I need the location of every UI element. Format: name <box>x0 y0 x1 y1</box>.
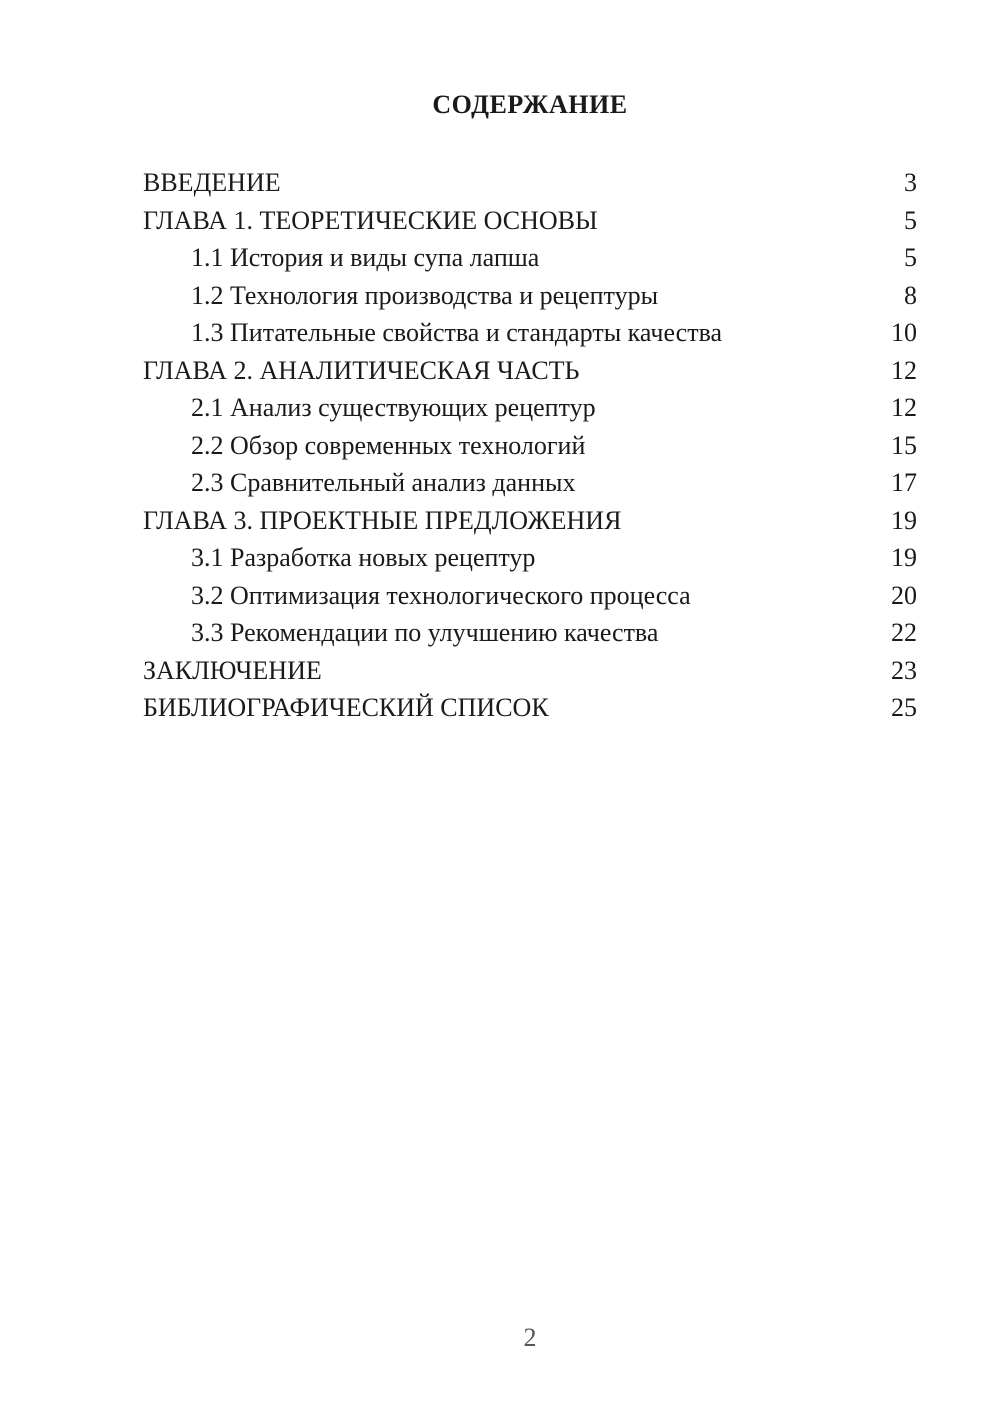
toc-entry <box>143 389 917 427</box>
toc-entry-page-number: 3 <box>904 168 917 197</box>
table-of-contents <box>143 164 917 727</box>
toc-entry-label: ГЛАВА 1. ТЕОРЕТИЧЕСКИЕ ОСНОВЫ <box>143 205 598 235</box>
toc-entry-label: 3.3 Рекомендации по улучшению качества <box>191 618 659 647</box>
toc-entry-label: БИБЛИОГРАФИЧЕСКИЙ СПИСОК <box>143 693 549 722</box>
toc-entry <box>143 164 917 202</box>
toc-entry-page-number: 19 <box>891 543 917 572</box>
toc-entry-page-number: 25 <box>891 693 917 722</box>
toc-entry-page-number: 10 <box>891 318 917 347</box>
toc-entry <box>143 202 917 240</box>
toc-entry-label: 3.1 Разработка новых рецептур <box>191 543 536 572</box>
toc-entry-page-number: 20 <box>891 580 917 610</box>
toc-entry-page-number: 19 <box>891 505 917 535</box>
toc-entry <box>143 539 917 577</box>
toc-entry-page-number: 5 <box>904 205 917 235</box>
toc-entry-page-number: 12 <box>891 393 917 422</box>
toc-entry <box>143 652 917 690</box>
toc-entry-page-number: 5 <box>904 243 917 272</box>
toc-entry <box>143 352 917 390</box>
footer-page-number: 2 <box>523 1323 537 1352</box>
toc-entry <box>143 502 917 540</box>
toc-entry <box>143 239 917 277</box>
toc-entry-label: ГЛАВА 3. ПРОЕКТНЫЕ ПРЕДЛОЖЕНИЯ <box>143 505 622 535</box>
toc-entry-page-number: 23 <box>891 655 917 685</box>
page-title: СОДЕРЖАНИЕ <box>432 90 628 119</box>
toc-entry <box>143 314 917 352</box>
toc-entry-label: 1.1 История и виды супа лапша <box>191 243 540 272</box>
toc-entry-label: 1.3 Питательные свойства и стандарты качества <box>191 318 723 347</box>
toc-entry-label: ВВЕДЕНИЕ <box>143 168 281 197</box>
toc-entry-page-number: 15 <box>891 430 917 460</box>
toc-entry <box>143 277 917 315</box>
toc-entry <box>143 427 917 465</box>
toc-entry <box>143 689 917 727</box>
toc-entry-label: 2.3 Сравнительный анализ данных <box>191 468 576 497</box>
toc-entry <box>143 614 917 652</box>
toc-entry-page-number: 22 <box>891 618 917 647</box>
toc-entry-label: 1.2 Технология производства и рецептуры <box>191 280 659 310</box>
toc-entry-label: ГЛАВА 2. АНАЛИТИЧЕСКАЯ ЧАСТЬ <box>143 355 580 385</box>
toc-entry-label: 2.1 Анализ существующих рецептур <box>191 393 596 422</box>
toc-entry <box>143 464 917 502</box>
toc-entry-page-number: 12 <box>891 355 917 385</box>
toc-entry-label: 3.2 Оптимизация технологического процесса <box>191 580 691 610</box>
toc-entry-page-number: 8 <box>904 280 917 310</box>
toc-entry-page-number: 17 <box>891 468 917 497</box>
toc-entry <box>143 577 917 615</box>
toc-entry-label: 2.2 Обзор современных технологий <box>191 430 586 460</box>
toc-entry-label: ЗАКЛЮЧЕНИЕ <box>143 655 322 685</box>
